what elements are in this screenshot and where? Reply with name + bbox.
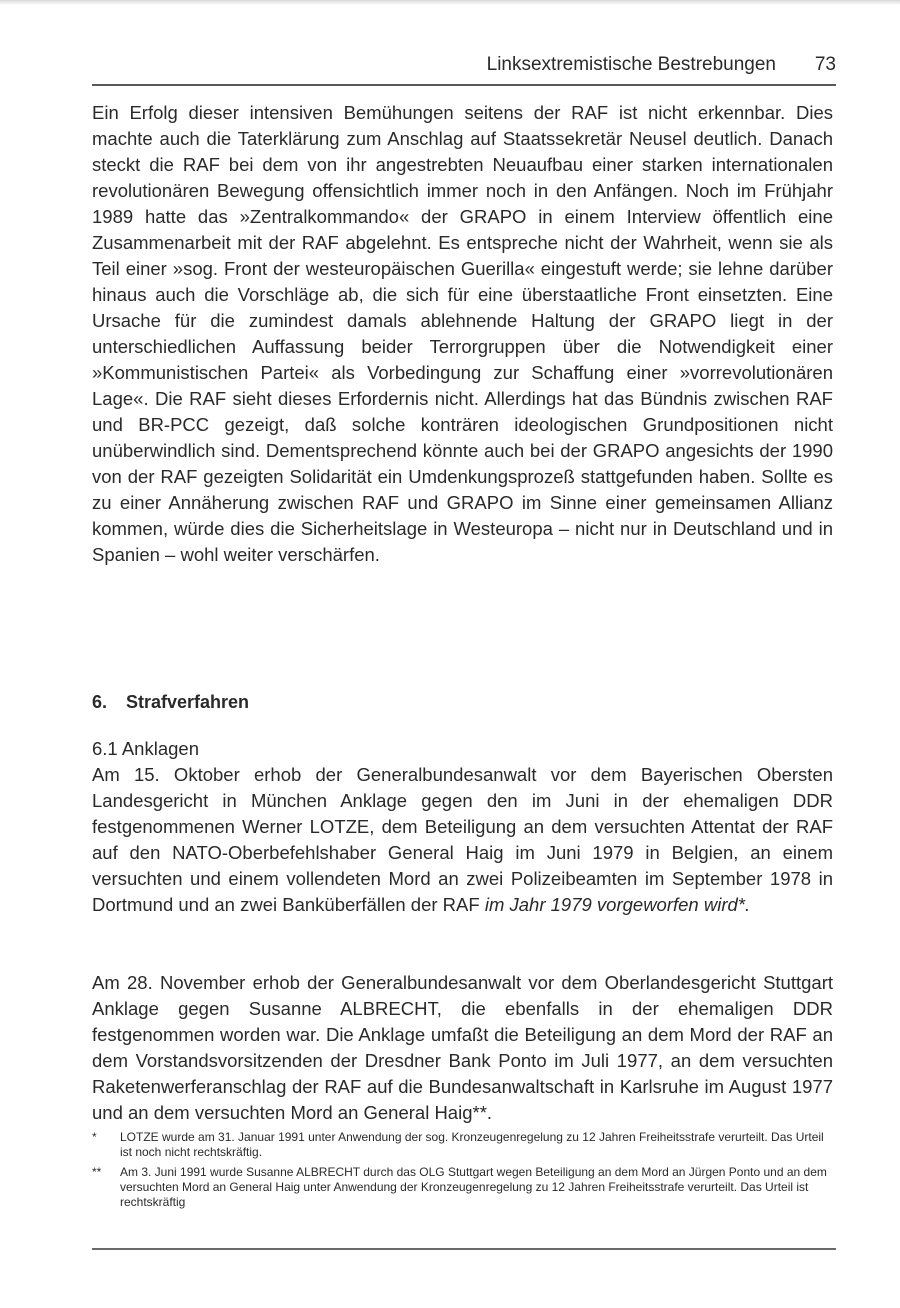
paragraph-lotze [92,762,833,918]
section-number: 6. [92,692,108,712]
footnote [92,1130,833,1160]
subsection-heading: 6.1 Anklagen [92,738,199,759]
paragraph-albrecht: Am 28. November erhob der Generalbundesanwalt vor dem Oberlandesgericht Stuttgart Anklage gegen Susanne ALBRECHT, die ebenfalls in der ehemaligen DDR festgenommen worden war. Die Anklage umfaßt die Beteiligung an dem Mord der RAF an dem Vorstandsvorsitzenden der Dresdner Bank Ponto im Juli 1977, an dem versuchten Raketenwerferanschlag der RAF auf die Bundesanwaltschaft in Karlsruhe im August 1977 und an dem versuchten Mord an General Haig**. [92,972,833,1123]
paragraph-lotze-main: Am 15. Oktober erhob der Generalbundesanwalt vor dem Bayerischen Obersten Landesgericht in München Anklage gegen den im Juni in der ehemaligen DDR festgenommenen Werner LOTZE, dem Beteiligung an dem versuchten Attentat der RAF auf den NATO-Oberbefehlshaber General Haig im Juni 1979 in Belgien, an einem versuchten und einem vollendeten Mord an zwei Polizeibeamten im September 1978 in Dortmund und an zwei Banküberfällen der RAF [92,764,833,915]
scan-top-edge [0,0,900,5]
footnote-text: LOTZE wurde am 31. Januar 1991 unter Anwendung der sog. Kronzeugenregelung zu 12 Jahren Freiheitsstrafe verurteilt. Das Urteil ist noch nicht rechtskräftig. [120,1130,824,1159]
bottom-rule [92,1248,836,1250]
footnote [92,1165,833,1210]
section-title: Strafverfahren [126,692,250,712]
paragraph-lotze-italic: im Jahr 1979 vorgeworfen wird*. [484,894,751,915]
intro-paragraph: Ein Erfolg dieser intensiven Bemühungen seitens der RAF ist nicht erkennbar. Dies machte auch die Taterklärung zum Anschlag auf Staatssekretär Neusel deutlich. Danach steckt die RAF bei dem von ihr angestrebten Neuaufbau einer starken internationalen revolutionären Bewegung offensichtlich immer noch in den Anfängen. Noch im Frühjahr 1989 hatte das »Zentralkommando« der GRAPO in einem Interview öffentlich eine Zusammenarbeit mit der RAF abgelehnt. Es entspreche nicht der Wahrheit, wenn sie als Teil einer »sog. Front der westeuropäischen Guerilla« eingestuft werde; sie lehne darüber hinaus auch die Vorschläge ab, die sich für eine überstaatliche Front einsetzten. Eine Ursache für die zumindest damals ablehnende Haltung der GRAPO liegt in der unterschiedlichen Auffassung beider Terrorgruppen über die Notwendigkeit einer »Kommunistischen Partei« als Vorbedingung zur Schaffung einer »vorrevolutionären Lage«. Die RAF sieht dieses Erfordernis nicht. Allerdings hat das Bündnis zwischen RAF und BR-PCC gezeigt, daß solche konträren ideologischen Grundpositionen nicht unüberwindlich sind. Dementsprechend könnte auch bei der GRAPO angesichts der 1990 von der RAF gezeigten Solidarität ein Umdenkungsprozeß stattgefunden haben. Sollte es zu einer Annäherung zwischen RAF und GRAPO im Sinne einer gemeinsamen Allianz kommen, würde dies die Sicherheitslage in Westeuropa – nicht nur in Deutschland und in Spanien – wohl weiter verschärfen. [92,102,833,565]
anklagen-paragraph-1 [92,762,833,918]
anklagen-paragraph-2 [92,970,833,1126]
header-rule [92,84,836,86]
running-title: Linksextremistische Bestrebungen [486,54,776,75]
footnotes [92,1130,833,1215]
footnote-text: Am 3. Juni 1991 wurde Susanne ALBRECHT durch das OLG Stuttgart wegen Beteiligung an dem Mord an Jürgen Ponto und an dem versuchten Mord an General Haig unter Anwendung der Kronzeugenregelung zu 12 Jahren Freiheitsstrafe verurteilt. Das Urteil ist rechtskräftig [120,1165,827,1209]
intro-section [92,100,833,568]
section-heading [92,692,249,713]
page-number: 73 [814,54,836,75]
footnote-marker: * [92,1130,97,1144]
footnote-marker: ** [92,1165,102,1179]
page-header [92,54,836,82]
